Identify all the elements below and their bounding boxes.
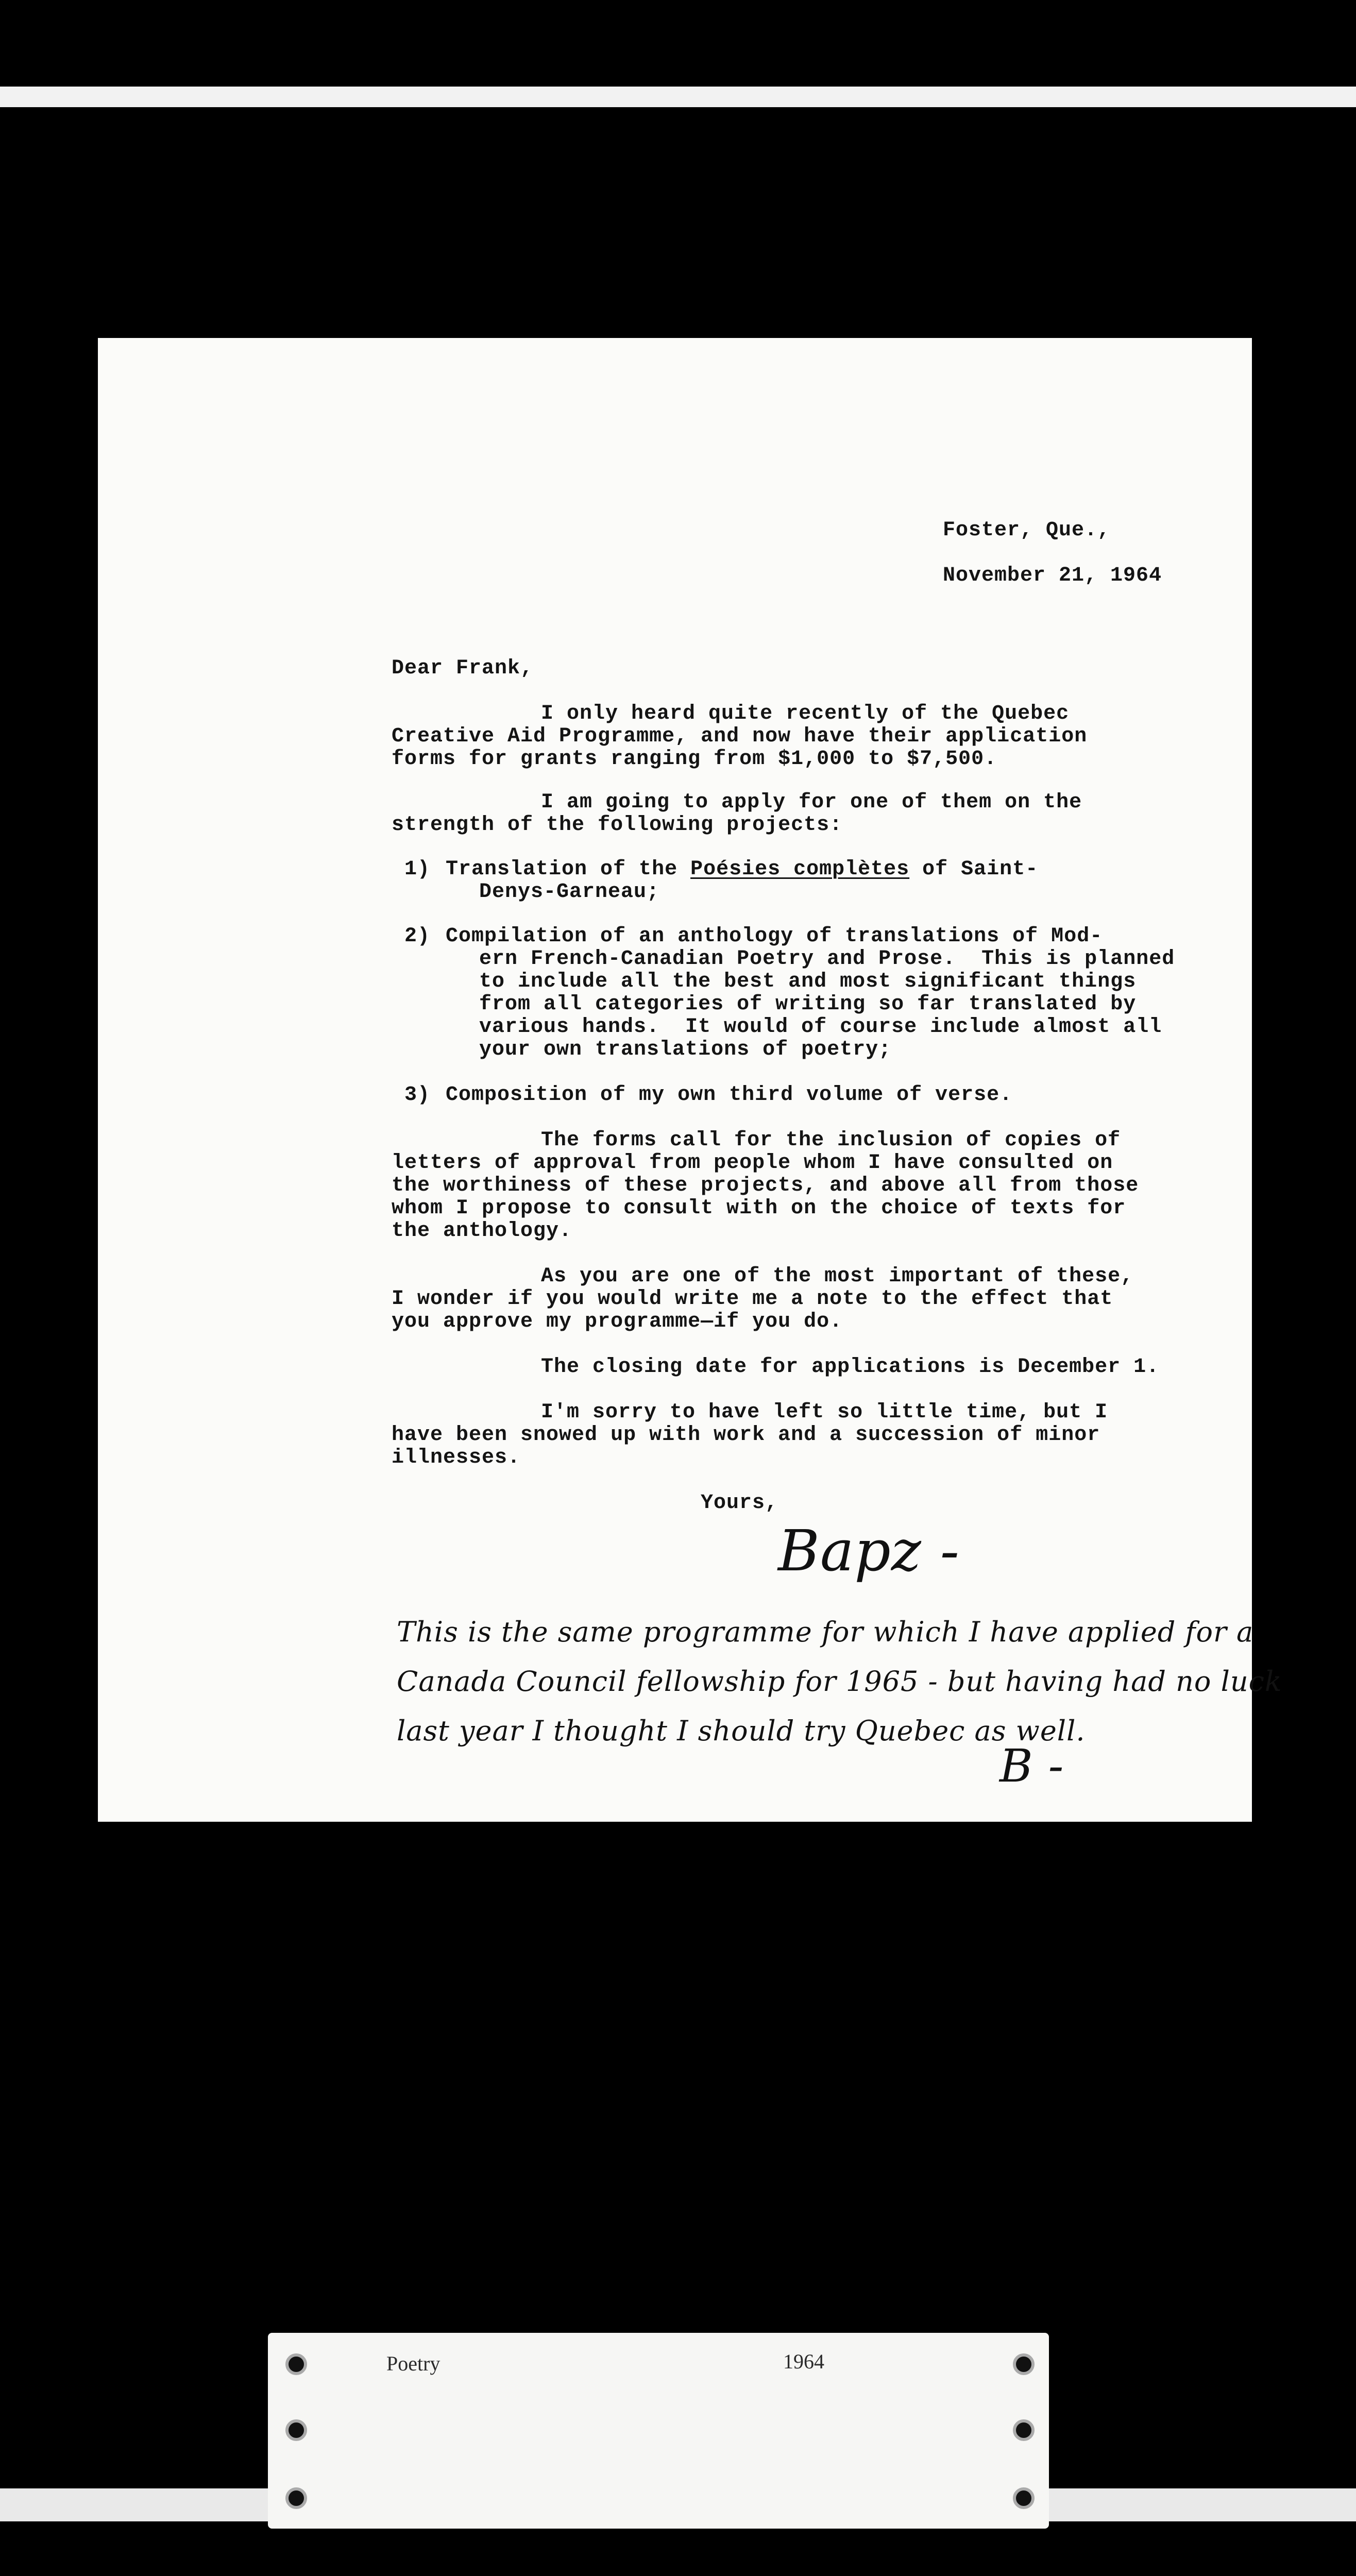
card-punch-hole xyxy=(1013,2419,1035,2441)
para3-line1: The forms call for the inclusion of copies of xyxy=(541,1129,1121,1152)
item1-number: 1) xyxy=(404,858,431,881)
item2-line1: Compilation of an anthology of translations of Mod- xyxy=(446,925,1103,948)
card-punch-hole xyxy=(285,2353,307,2375)
item2-line3: to include all the best and most significant things xyxy=(479,970,1137,993)
letter-place: Foster, Que., xyxy=(943,519,1111,542)
item3-number: 3) xyxy=(404,1083,431,1107)
postscript-line3: last year I thought I should try Quebec as well. xyxy=(397,1715,1086,1747)
item2-line6: your own translations of poetry; xyxy=(479,1038,892,1061)
para5: The closing date for applications is December 1. xyxy=(541,1355,1160,1379)
item1-pre: Translation of the xyxy=(446,858,691,881)
item2-line4: from all categories of writing so far translated by xyxy=(479,993,1137,1016)
para4-line3: you approve my programme—if you do. xyxy=(392,1310,843,1333)
para1-line3: forms for grants ranging from $1,000 to $7,500. xyxy=(392,748,997,771)
film-top-border xyxy=(0,0,1356,82)
card-punch-hole xyxy=(285,2419,307,2441)
para4-line2: I wonder if you would write me a note to the effect that xyxy=(392,1287,1113,1311)
item3-text: Composition of my own third volume of verse. xyxy=(446,1083,1013,1107)
item1-post: of Saint- xyxy=(909,858,1039,881)
letter-page xyxy=(98,338,1282,1822)
para6-line3: illnesses. xyxy=(392,1446,521,1469)
para2-line2: strength of the following projects: xyxy=(392,814,843,837)
film-edge-band xyxy=(0,87,1356,107)
para3-line5: the anthology. xyxy=(392,1219,572,1243)
item2-number: 2) xyxy=(404,925,431,948)
letter-date: November 21, 1964 xyxy=(943,564,1162,587)
card-year: 1964 xyxy=(783,2350,824,2373)
postscript-line2: Canada Council fellowship for 1965 - but having had no luck xyxy=(397,1665,1282,1698)
salutation: Dear Frank, xyxy=(392,657,534,680)
signature: Bapz - xyxy=(778,1518,960,1584)
card-punch-hole xyxy=(1013,2487,1035,2509)
para6-line1: I'm sorry to have left so little time, but I xyxy=(541,1401,1108,1424)
para1-line2: Creative Aid Programme, and now have their application xyxy=(392,725,1088,748)
postscript-line1: This is the same programme for which I have applied for a xyxy=(397,1616,1254,1648)
index-card xyxy=(268,2333,1049,2529)
card-subject: Poetry xyxy=(386,2352,440,2375)
item1-title: Poésies complètes xyxy=(690,858,910,881)
para3-line4: whom I propose to consult with on the choice of texts for xyxy=(392,1197,1126,1220)
card-punch-hole xyxy=(1013,2353,1035,2375)
item2-line2: ern French-Canadian Poetry and Prose. This is planned xyxy=(479,947,1175,971)
closing: Yours, xyxy=(701,1492,778,1515)
card-punch-hole xyxy=(285,2487,307,2509)
item1-line2: Denys-Garneau; xyxy=(479,880,660,904)
item2-line5: various hands. It would of course include almost all xyxy=(479,1015,1162,1039)
para6-line2: have been snowed up with work and a succession of minor xyxy=(392,1423,1100,1447)
postscript-initial: B - xyxy=(999,1739,1064,1792)
para3-line2: letters of approval from people whom I have consulted on xyxy=(392,1151,1113,1175)
item1-line1 xyxy=(446,858,1038,881)
para4-line1: As you are one of the most important of these, xyxy=(541,1265,1134,1288)
para1-line1: I only heard quite recently of the Quebec xyxy=(541,702,1070,725)
para2-line1: I am going to apply for one of them on the xyxy=(541,791,1082,814)
para3-line3: the worthiness of these projects, and above all from those xyxy=(392,1174,1139,1197)
